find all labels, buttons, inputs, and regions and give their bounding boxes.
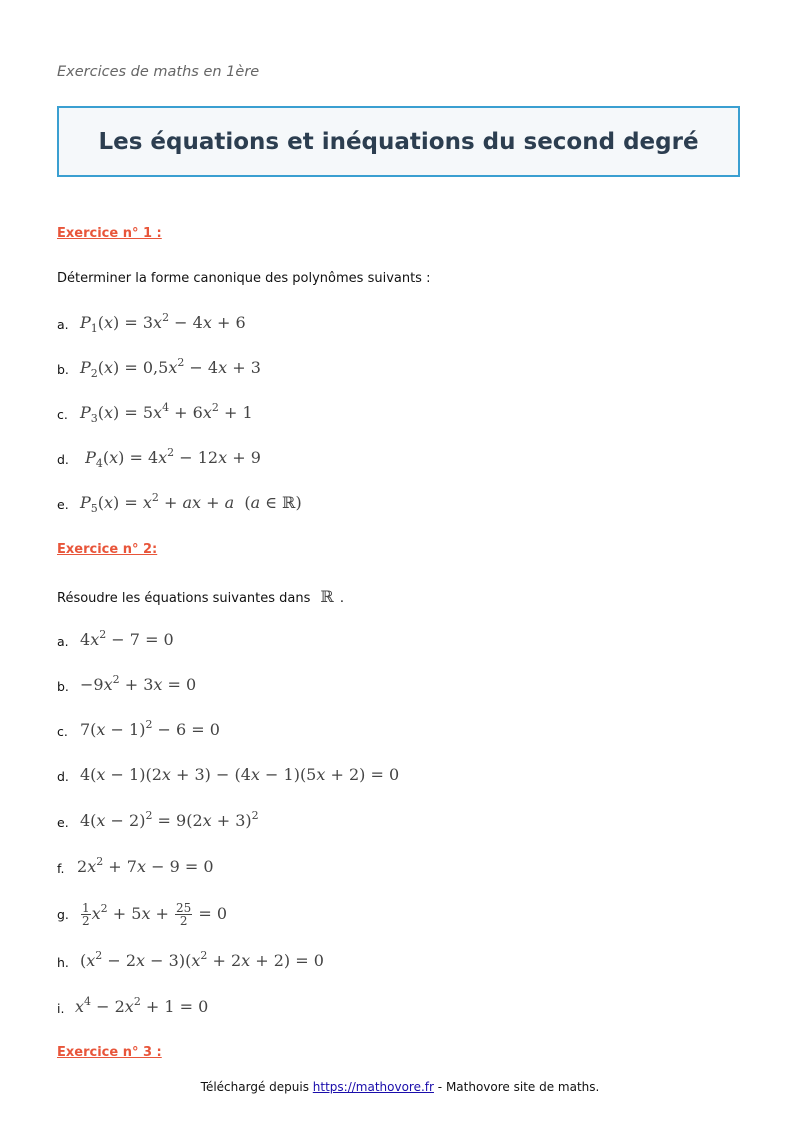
item-label: g. xyxy=(57,907,69,922)
equation: $4x^2 - 7 = 0$ xyxy=(80,628,174,649)
equation: $2x^2 + 7x - 9 = 0$ xyxy=(77,855,214,876)
item-label: c. xyxy=(57,407,68,422)
equation: $4(x - 2)^2 = 9(2x + 3)^2$ xyxy=(80,809,259,830)
item-label: f. xyxy=(57,861,65,876)
item-label: a. xyxy=(57,634,69,649)
footer-link[interactable]: https://mathovore.fr xyxy=(312,1080,434,1094)
exercise-1-instructions: Déterminer la forme canonique des polynômes suivants : xyxy=(57,271,431,286)
equation: $P_4(x) = 4x^2 - 12x + 9$ xyxy=(85,446,261,470)
item-label: b. xyxy=(57,362,69,377)
exercise-1-heading: Exercice n° 1 : xyxy=(57,226,162,241)
footer-prefix: Téléchargé depuis xyxy=(200,1080,309,1094)
item-label: e. xyxy=(57,497,69,512)
item-label: d. xyxy=(57,452,69,467)
item-label: b. xyxy=(57,679,69,694)
footer-suffix: - Mathovore site de maths. xyxy=(437,1080,600,1094)
exercise-3-heading: Exercice n° 3 : xyxy=(57,1045,162,1060)
item-label: d. xyxy=(57,769,69,784)
item-label: c. xyxy=(57,724,68,739)
instructions-text: Résoudre les équations suivantes dans xyxy=(57,591,311,606)
equation: $P_1(x) = 3x^2 - 4x + 6$ xyxy=(80,311,246,335)
item-label: e. xyxy=(57,815,69,830)
page-footer xyxy=(0,1080,800,1094)
page-title: Les équations et inéquations du second degré xyxy=(98,128,699,155)
page-subtitle: Exercices de maths en 1ère xyxy=(57,64,260,80)
exercise-2-instructions xyxy=(57,587,344,606)
equation: $x^4 - 2x^2 + 1 = 0$ xyxy=(75,995,209,1016)
equation: $P_5(x) = x^2$ + ax + a (a ∈ ℝ) xyxy=(80,491,302,515)
equation: $(x^2 - 2x - 3)(x^2 + 2x + 2) = 0$ xyxy=(80,949,324,970)
item-label: a. xyxy=(57,317,69,332)
instructions-end: . xyxy=(339,591,344,606)
real-set-symbol: ℝ xyxy=(320,587,334,606)
equation: $P_3(x) = 5x^4 + 6x^2 + 1$ xyxy=(80,401,253,425)
equation: 4(x − 1)(2x + 3) − (4x − 1)(5x + 2) = 0 xyxy=(80,765,400,784)
item-label: h. xyxy=(57,955,69,970)
equation: $7(x - 1)^2 - 6 = 0$ xyxy=(80,718,220,739)
equation: $-9x^2 + 3x = 0$ xyxy=(80,673,197,694)
title-box xyxy=(57,106,740,177)
item-label: i. xyxy=(57,1001,65,1016)
equation: $P_2(x) = 0,5x^2 - 4x + 3$ xyxy=(80,356,261,380)
equation: $\frac{1}{2}$ $x^2 + 5x$ + $\frac{25}{2}$ = 0 xyxy=(82,901,228,928)
exercise-2-heading: Exercice n° 2: xyxy=(57,542,158,557)
